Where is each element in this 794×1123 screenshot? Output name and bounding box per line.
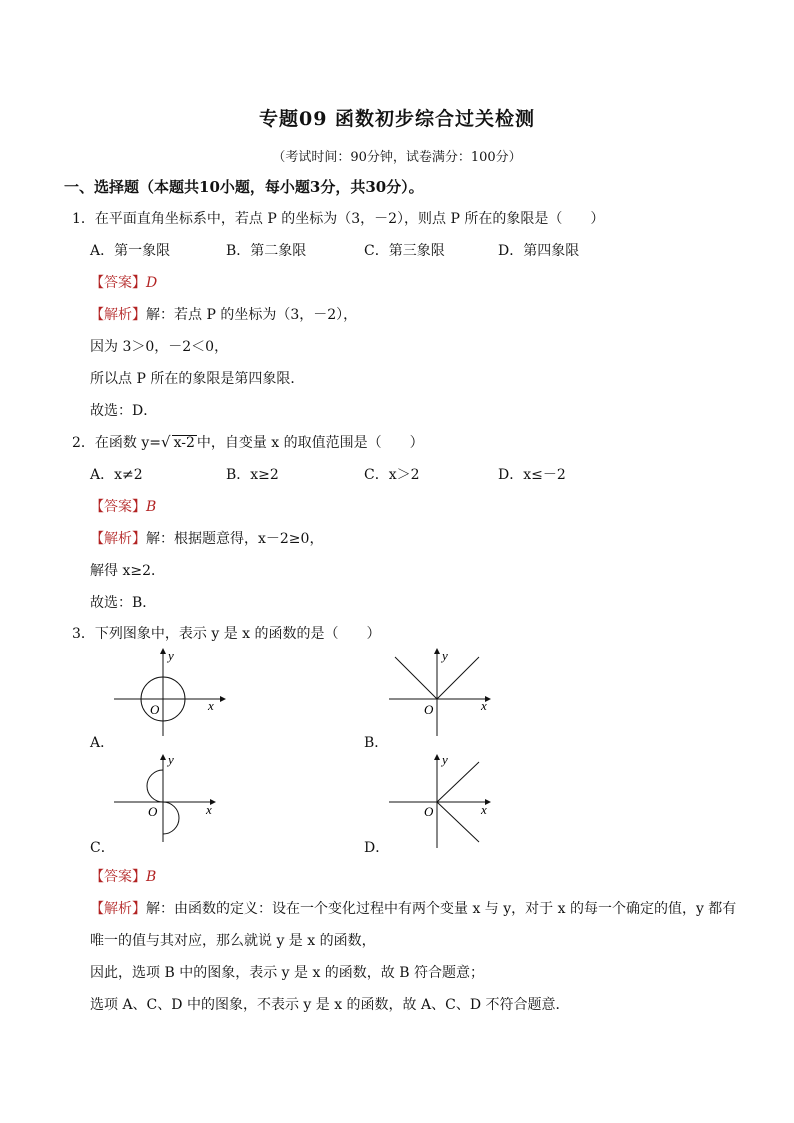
y-axis-label: y [442, 752, 448, 767]
section-heading: 一、选择题（本题共10小题，每小题3分，共30分）。 [64, 178, 424, 196]
answer-value: D [146, 275, 158, 291]
q2-option-c: C．x＞2 [364, 467, 420, 483]
graph-b-label: B． [364, 735, 389, 751]
answer-label: 【答案】 [90, 275, 146, 291]
graph-a-label: A． [90, 735, 115, 751]
y-axis-label: y [168, 648, 174, 663]
x-axis-label: x [208, 698, 214, 713]
q2-stem-post: 中，自变量 x 的取值范围是（ ） [196, 435, 424, 451]
answer-label: 【答案】 [90, 499, 146, 515]
q1-stem: 1．在平面直角坐标系中，若点 P 的坐标为（3，－2），则点 P 所在的象限是（ ） [72, 211, 605, 227]
answer-value: B [146, 869, 157, 885]
y-axis-label: y [442, 648, 448, 663]
q2-radicand: x-2 [173, 435, 195, 451]
q2-analysis-2: 解得 x≥2． [90, 563, 165, 579]
graph-c-label: C． [90, 840, 115, 856]
q3-answer [90, 866, 156, 886]
x-axis-label: x [206, 802, 212, 817]
q1-option-d: D．第四象限 [498, 243, 580, 259]
q3-stem: 3．下列图象中，表示 y 是 x 的函数的是（ ） [72, 626, 381, 642]
q3-analysis-4: 选项 A、C、D 中的图象，不表示 y 是 x 的函数，故 A、C、D 不符合题意． [90, 997, 570, 1013]
origin-label: O [424, 804, 434, 819]
graph-c [110, 752, 230, 844]
q2-answer [90, 496, 156, 516]
analysis-text: 解：根据题意得，x－2≥0， [146, 531, 324, 547]
x-axis-label: x [481, 698, 487, 713]
q2-option-d: D．x≤－2 [498, 467, 566, 483]
graph-b [385, 646, 505, 738]
q1-option-b: B．第二象限 [226, 243, 307, 259]
origin-label: O [424, 702, 434, 717]
graph-a [110, 646, 230, 738]
q1-option-c: C．第三象限 [364, 243, 445, 259]
page-title: 专题09 函数初步综合过关检测 [258, 108, 536, 130]
analysis-text: 解：由函数的定义：设在一个变化过程中有两个变量 x 与 y，对于 x 的每一个确定的值，y 都有 [146, 901, 737, 917]
graph-d [385, 752, 505, 852]
analysis-text: 解：若点 P 的坐标为（3，－2）， [146, 307, 358, 323]
q1-analysis-2: 因为 3＞0，－2＜0， [90, 339, 229, 355]
q2-stem-pre: 2．在函数 y= [72, 435, 161, 451]
q1-analysis-1 [90, 304, 357, 324]
q2-option-b: B．x≥2 [226, 467, 279, 483]
y-axis-label: y [168, 752, 174, 767]
answer-label: 【答案】 [90, 869, 146, 885]
q1-analysis-4: 故选：D． [90, 403, 158, 419]
answer-value: B [146, 499, 157, 515]
analysis-label: 【解析】 [90, 901, 146, 917]
q3-analysis-3: 因此，选项 B 中的图象，表示 y 是 x 的函数，故 B 符合题意； [90, 965, 484, 981]
q2-option-a: A．x≠2 [90, 467, 143, 483]
analysis-label: 【解析】 [90, 307, 146, 323]
origin-label: O [150, 702, 160, 717]
q2-analysis-3: 故选：B． [90, 595, 157, 611]
q1-answer [90, 272, 157, 292]
q2-analysis-1 [90, 528, 323, 548]
q1-option-a: A．第一象限 [90, 243, 171, 259]
analysis-label: 【解析】 [90, 531, 146, 547]
origin-label: O [148, 804, 158, 819]
q3-analysis-1 [90, 898, 736, 918]
x-axis-label: x [481, 802, 487, 817]
q2-stem: 2．在函数 y=√ x-2 中，自变量 x 的取值范围是（ ） [72, 433, 424, 451]
graph-d-label: D． [364, 840, 390, 856]
exam-meta: （考试时间：90分钟，试卷满分：100分） [272, 150, 522, 165]
q3-analysis-2: 唯一的值与其对应，那么就说 y 是 x 的函数， [90, 933, 376, 949]
q1-analysis-3: 所以点 P 所在的象限是第四象限． [90, 371, 305, 387]
